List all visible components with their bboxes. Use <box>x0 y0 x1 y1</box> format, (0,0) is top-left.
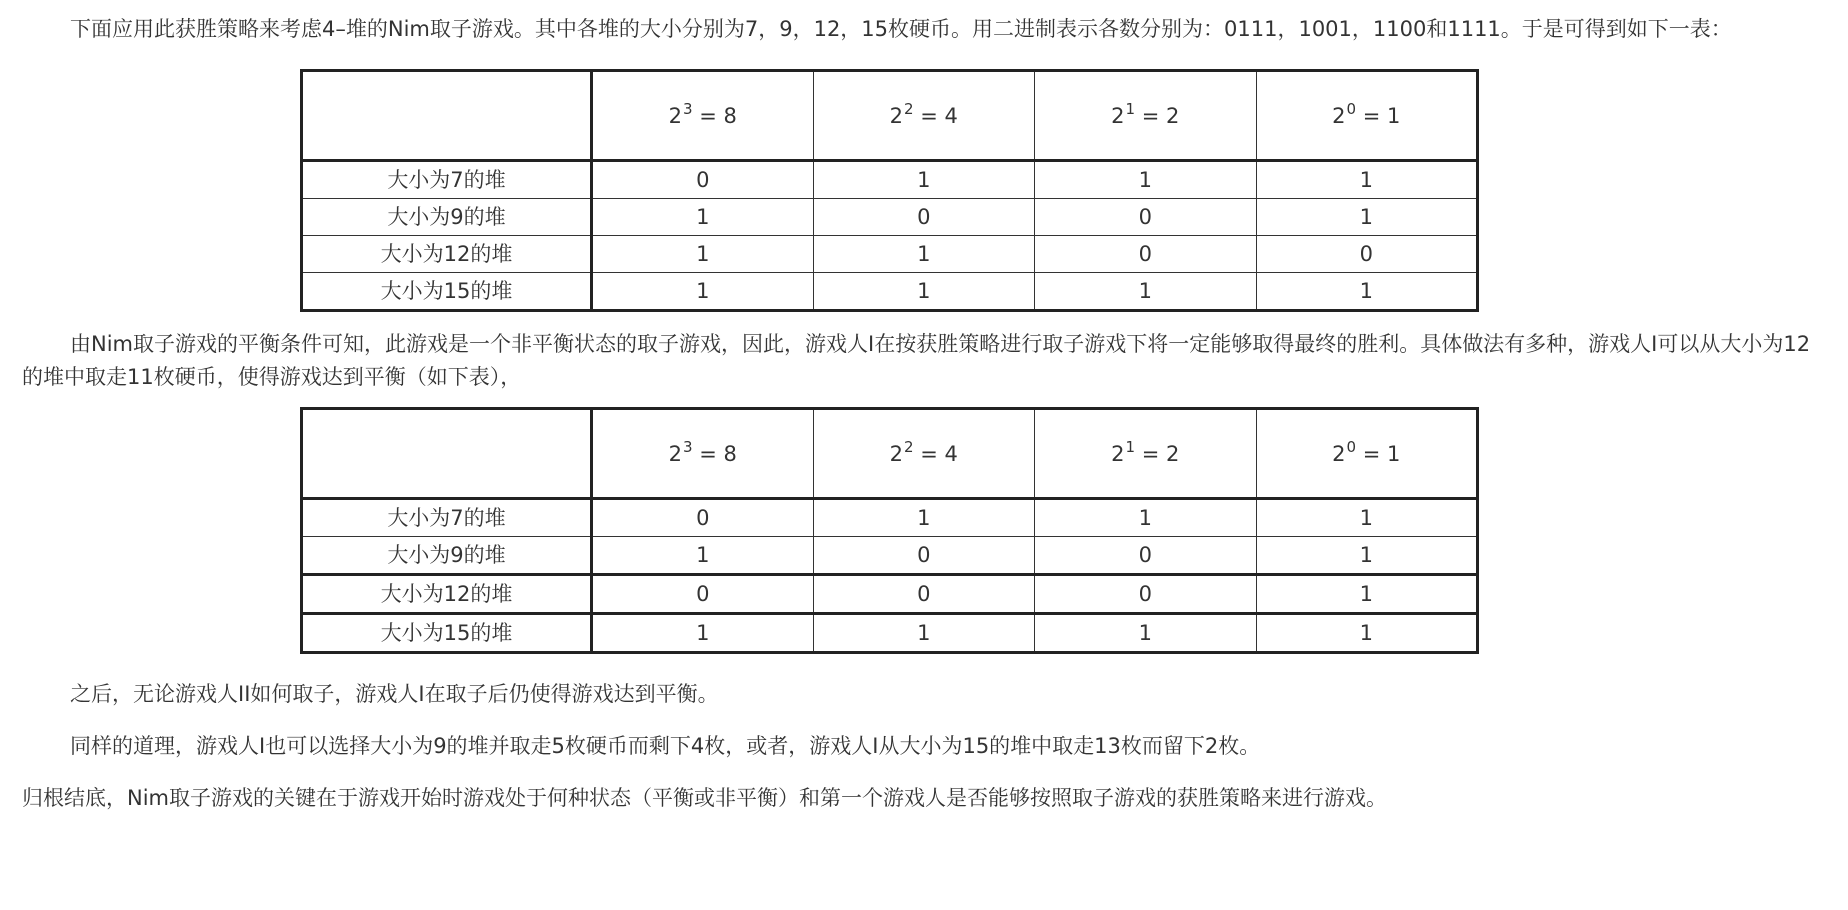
header-bit-1: $2^0 = 1$ <box>1256 71 1478 161</box>
bit-cell: 1 <box>813 161 1035 199</box>
row-label: 大小为7的堆 <box>302 499 592 537</box>
bit-cell: 0 <box>592 575 814 614</box>
row-label: 大小为7的堆 <box>302 161 592 199</box>
binary-table-balanced <box>300 407 1479 654</box>
bit-cell: 1 <box>592 614 814 653</box>
header-bit-8: $2^3 = 8$ <box>592 71 814 161</box>
binary-table-initial <box>300 69 1479 312</box>
bit-cell: 1 <box>592 273 814 311</box>
table-row <box>302 199 1478 236</box>
intro-paragraph: 下面应用此获胜策略来考虑4–堆的Nim取子游戏。其中各堆的大小分别为7，9，12，15枚硬币。用二进制表示各数分别为：0111，1001，1100和1111。于是可得到如下一表： <box>70 17 1732 41</box>
bit-cell: 1 <box>1256 273 1478 311</box>
bit-cell: 1 <box>592 537 814 575</box>
header-empty-cell <box>302 71 592 161</box>
row-label: 大小为9的堆 <box>302 537 592 575</box>
analysis-paragraph: 由Nim取子游戏的平衡条件可知，此游戏是一个非平衡状态的取子游戏，因此，游戏人I在按获胜策略进行取子游戏下将一定能够取得最终的胜利。具体做法有多种，游戏人I可以从大小为12的堆中取走11枚硬币，使得游戏达到平衡（如下表）， <box>22 332 1811 389</box>
bit-cell: 0 <box>813 537 1035 575</box>
header-bit-4: $2^2 = 4$ <box>813 409 1035 499</box>
bit-cell: 1 <box>1256 575 1478 614</box>
bit-cell: 0 <box>813 199 1035 236</box>
table-row <box>302 161 1478 199</box>
bit-cell: 0 <box>1256 236 1478 273</box>
bit-cell: 0 <box>1035 537 1257 575</box>
after-paragraph: 之后，无论游戏人II如何取子，游戏人I在取子后仍使得游戏达到平衡。 <box>70 682 719 706</box>
table-header-row <box>302 71 1478 161</box>
bit-cell: 1 <box>1256 499 1478 537</box>
bit-cell: 1 <box>813 499 1035 537</box>
bit-cell: 1 <box>592 199 814 236</box>
header-bit-2: $2^1 = 2$ <box>1035 71 1257 161</box>
row-label: 大小为12的堆 <box>302 236 592 273</box>
row-label: 大小为9的堆 <box>302 199 592 236</box>
bit-cell: 1 <box>813 236 1035 273</box>
table-header-row <box>302 409 1478 499</box>
table-row <box>302 614 1478 653</box>
conclusion-paragraph: 归根结底，Nim取子游戏的关键在于游戏开始时游戏处于何种状态（平衡或非平衡）和第一个游戏人是否能够按照取子游戏的获胜策略来进行游戏。 <box>22 786 1387 810</box>
bit-cell: 0 <box>813 575 1035 614</box>
table-row <box>302 236 1478 273</box>
bit-cell: 0 <box>1035 575 1257 614</box>
bit-cell: 1 <box>1256 161 1478 199</box>
bit-cell: 1 <box>1035 161 1257 199</box>
bit-cell: 1 <box>592 236 814 273</box>
table-row <box>302 537 1478 575</box>
bit-cell: 1 <box>1035 273 1257 311</box>
table-row <box>302 575 1478 614</box>
table-row <box>302 273 1478 311</box>
row-label: 大小为15的堆 <box>302 273 592 311</box>
bit-cell: 0 <box>592 499 814 537</box>
bit-cell: 0 <box>1035 199 1257 236</box>
header-bit-1: $2^0 = 1$ <box>1256 409 1478 499</box>
header-empty-cell <box>302 409 592 499</box>
bit-cell: 1 <box>1256 537 1478 575</box>
bit-cell: 1 <box>1035 614 1257 653</box>
bit-cell: 1 <box>813 273 1035 311</box>
bit-cell: 1 <box>813 614 1035 653</box>
bit-cell: 1 <box>1035 499 1257 537</box>
alternatives-paragraph: 同样的道理，游戏人I也可以选择大小为9的堆并取走5枚硬币而剩下4枚，或者，游戏人I从大小为15的堆中取走13枚而留下2枚。 <box>70 734 1261 758</box>
bit-cell: 1 <box>1256 199 1478 236</box>
bit-cell: 1 <box>1256 614 1478 653</box>
bit-cell: 0 <box>592 161 814 199</box>
header-bit-2: $2^1 = 2$ <box>1035 409 1257 499</box>
table-row <box>302 499 1478 537</box>
header-bit-8: $2^3 = 8$ <box>592 409 814 499</box>
row-label: 大小为15的堆 <box>302 614 592 653</box>
header-bit-4: $2^2 = 4$ <box>813 71 1035 161</box>
row-label: 大小为12的堆 <box>302 575 592 614</box>
bit-cell: 0 <box>1035 236 1257 273</box>
